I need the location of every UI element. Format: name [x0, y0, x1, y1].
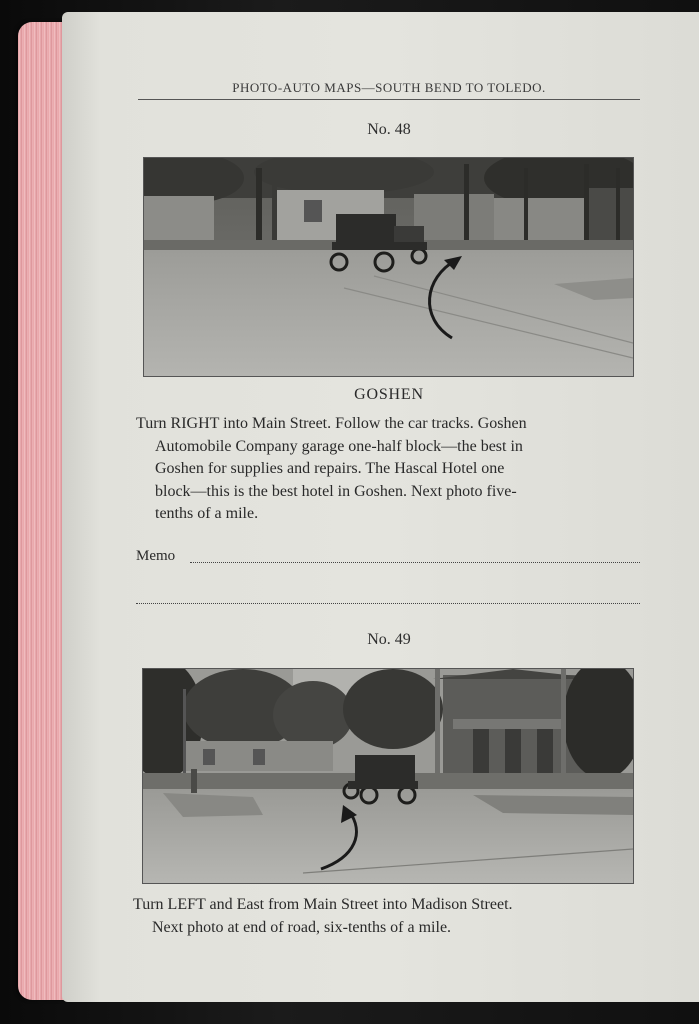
madison-street-photo [142, 668, 634, 884]
directions-48-line-4: block—this is the best hotel in Goshen. Next photo five- [155, 482, 517, 500]
directions-48-line-3: Goshen for supplies and repairs. The Hascal Hotel one [155, 460, 505, 477]
place-title: GOSHEN [354, 386, 424, 403]
directions-48 [136, 413, 642, 526]
directions-48-line-2: Automobile Company garage one-half block—the best in [155, 437, 523, 455]
running-head: PHOTO-AUTO MAPS—SOUTH BEND TO TOLEDO. [232, 80, 546, 95]
directions-48-line-1: Turn RIGHT into Main Street. Follow the car tracks. Goshen [136, 415, 527, 432]
directions-48-line-5: tenths of a mile. [155, 505, 259, 522]
header-rule [138, 99, 640, 100]
memo-line [136, 548, 640, 568]
directions-49-line-2: Next photo at end of road, six-tenths of a mile. [152, 918, 452, 936]
photo-number-48: No. 48 [367, 121, 411, 138]
directions-49 [133, 894, 641, 939]
goshen-main-street-photo [143, 157, 634, 377]
directions-49-line-1: Turn LEFT and East from Main Street into Madison Street. [133, 896, 513, 913]
memo-dotted-line [190, 562, 640, 563]
separator-dotted-line [136, 603, 640, 604]
memo-label: Memo [136, 548, 176, 564]
photo-number-49: No. 49 [367, 631, 411, 648]
